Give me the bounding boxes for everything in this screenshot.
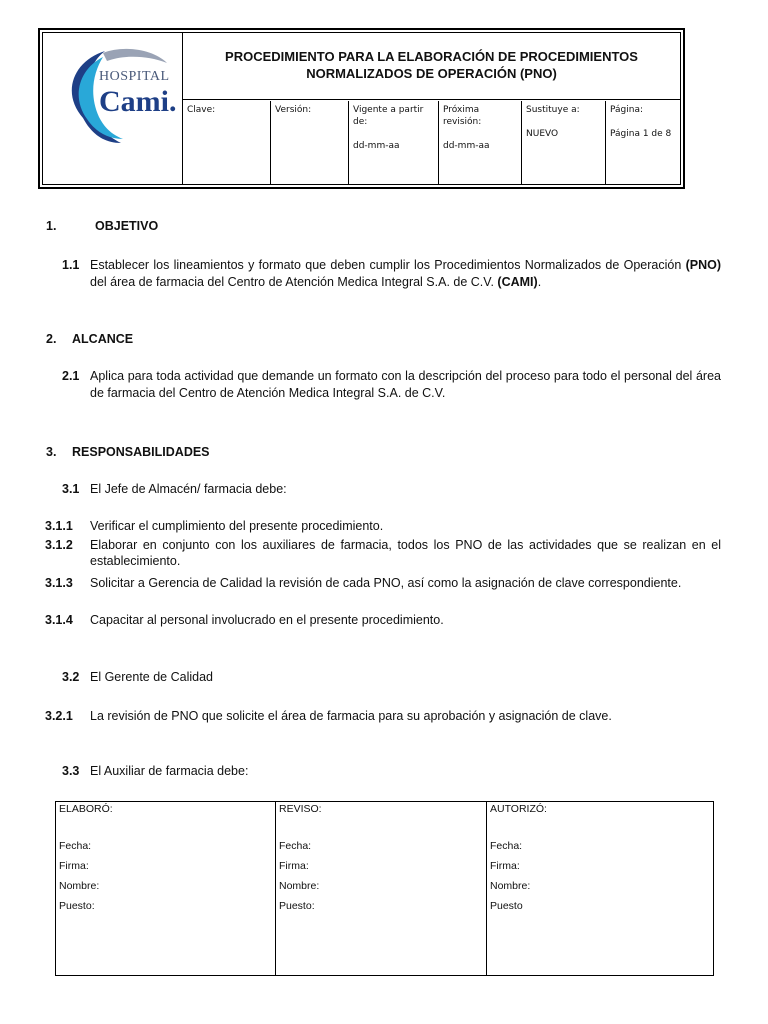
signature-heading: REVISO: [279, 803, 322, 815]
field-version [271, 101, 349, 184]
field-label: Página: [610, 105, 644, 115]
field-label: Clave: [187, 105, 216, 115]
item-number: 2.1 [62, 369, 80, 383]
signature-firma: Firma: [490, 860, 520, 872]
subsection-text: El Jefe de Almacén/ farmacia debe: [90, 482, 287, 496]
item-number: 3.1.3 [45, 576, 73, 590]
signature-nombre: Nombre: [59, 880, 100, 892]
document-title [183, 33, 680, 100]
item-number: 3.1.1 [45, 519, 73, 533]
signature-puesto: Puesto [490, 900, 523, 912]
list-item: La revisión de PNO que solicite el área de farmacia para su aprobación y asignación de clave. [90, 709, 612, 723]
logo-cell [43, 33, 183, 184]
signature-firma: Firma: [59, 860, 89, 872]
item-number: 3.2.1 [45, 709, 73, 723]
text-run-bold: (CAMI) [497, 275, 538, 289]
text-run: Establecer los lineamientos y formato que deben cumplir los Procedimientos Normalizados de Operación [90, 258, 686, 272]
field-vigente [349, 101, 439, 184]
signature-firma: Firma: [279, 860, 309, 872]
section-3-title: RESPONSABILIDADES [72, 445, 210, 459]
field-value: dd-mm-aa [443, 141, 490, 151]
field-value: NUEVO [526, 129, 559, 139]
signature-column-reviso [276, 802, 487, 975]
objective-paragraph [90, 257, 721, 291]
header-inner-frame [42, 32, 681, 185]
subsection-text: El Auxiliar de farmacia debe: [90, 764, 249, 778]
text-run: . [537, 275, 542, 289]
list-item: Elaborar en conjunto con los auxiliares de farmacia, todos los PNO de las actividades que se realizan en el establecimiento. [90, 538, 721, 568]
subsection-text: El Gerente de Calidad [90, 670, 213, 684]
signature-heading: ELABORÓ: [59, 803, 113, 815]
logo-text-cami: Cami. [99, 85, 177, 118]
item-number: 1.1 [62, 258, 80, 272]
signature-column-autorizo [487, 802, 713, 975]
text-run-bold: (PNO) [685, 258, 721, 272]
scope-paragraph: Aplica para toda actividad que demande un formato con la descripción del proceso para todo el personal del área de farmacia del Centro de Atención Medica Integral S.A. de C.V. [90, 369, 721, 400]
field-label: Sustituye a: [526, 105, 580, 115]
field-proxima-revision [439, 101, 522, 184]
list-item: Verificar el cumplimiento del presente procedimiento. [90, 519, 384, 533]
list-item: Solicitar a Gerencia de Calidad la revisión de cada PNO, así como la asignación de clave correspondiente. [90, 576, 682, 590]
signature-table [55, 801, 714, 976]
signature-fecha: Fecha: [59, 840, 92, 852]
field-label: Vigente a partir de: [353, 105, 424, 127]
signature-fecha: Fecha: [490, 840, 523, 852]
item-number: 3.3 [62, 764, 80, 778]
title-line-1: PROCEDIMIENTO PARA LA ELABORACIÓN DE PROCEDIMIENTOS [225, 49, 638, 64]
section-2-number: 2. [46, 332, 57, 346]
signature-puesto: Puesto: [279, 900, 315, 912]
title-line-2: NORMALIZADOS DE OPERACIÓN (PNO) [306, 66, 557, 81]
item-number: 3.1 [62, 482, 80, 496]
signature-nombre: Nombre: [279, 880, 320, 892]
section-3-number: 3. [46, 445, 57, 459]
field-label: Próxima revisión: [443, 105, 482, 127]
list-item: Capacitar al personal involucrado en el presente procedimiento. [90, 613, 444, 627]
signature-heading: AUTORIZÓ: [490, 803, 547, 815]
field-clave [183, 101, 271, 184]
section-1-title: OBJETIVO [95, 219, 159, 233]
section-2-title: ALCANCE [72, 332, 134, 346]
signature-nombre: Nombre: [490, 880, 531, 892]
text-run: del área de farmacia del Centro de Atención Medica Integral S.A. de C.V. [90, 275, 498, 289]
field-label: Versión: [275, 105, 312, 115]
field-sustituye [522, 101, 606, 184]
signature-column-elaboro [56, 802, 276, 975]
field-value: Página 1 de 8 [610, 129, 672, 139]
item-number: 3.1.2 [45, 538, 73, 552]
field-value: dd-mm-aa [353, 141, 400, 151]
item-number: 3.1.4 [45, 613, 73, 627]
document-header [38, 28, 685, 189]
signature-fecha: Fecha: [279, 840, 312, 852]
field-pagina [606, 101, 680, 184]
logo-text-hospital: HOSPITAL [99, 69, 170, 84]
signature-puesto: Puesto: [59, 900, 95, 912]
item-number: 3.2 [62, 670, 80, 684]
section-1-number: 1. [46, 219, 57, 233]
